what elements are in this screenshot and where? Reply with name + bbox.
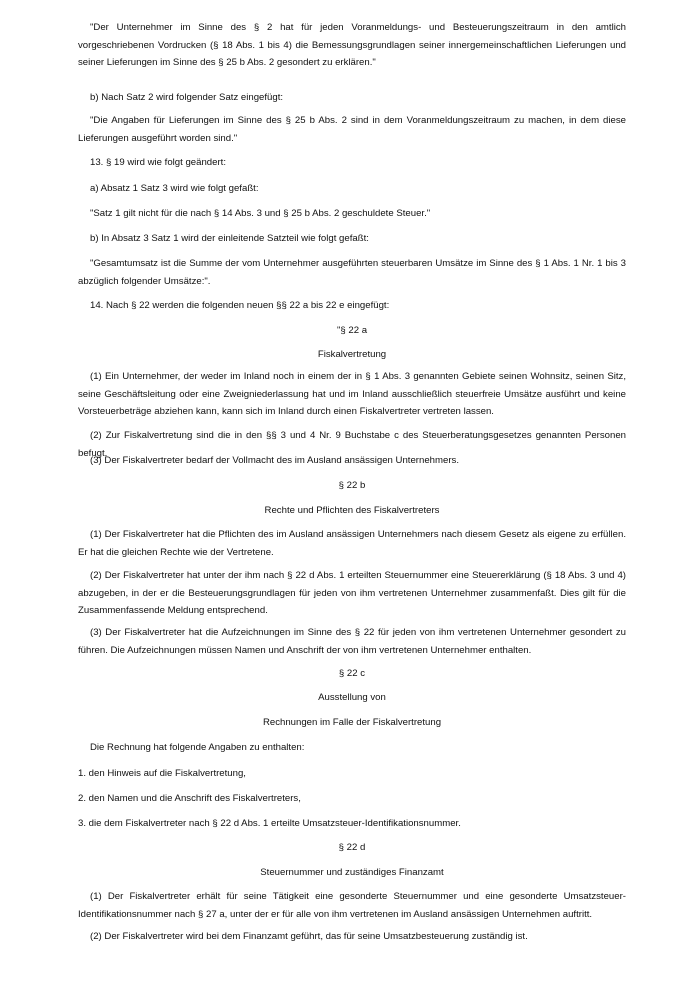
section-title-rechnungen: Rechnungen im Falle der Fiskalvertretung xyxy=(262,717,442,728)
section-heading-22c: § 22 c xyxy=(338,668,366,679)
paragraph-22a-2: (2) Zur Fiskalvertretung sind die in den §§ 3 und 4 Nr. 9 Buchstabe c des Steuerberatungsgesetzes genannten Personen befugt. xyxy=(78,430,626,459)
paragraph-quote-satz1: "Satz 1 gilt nicht für die nach § 14 Abs. 3 und § 25 b Abs. 2 geschuldete Steuer." xyxy=(90,208,431,219)
paragraph-quote-angaben: "Die Angaben für Lieferungen im Sinne des § 25 b Abs. 2 sind in dem Voranmeldungszeitraum zu machen, in dem diese Lieferungen ausgeführt worden sind." xyxy=(78,115,626,144)
paragraph-item-b2: b) In Absatz 3 Satz 1 wird der einleitende Satzteil wie folgt gefaßt: xyxy=(90,233,369,244)
section-heading-22b: § 22 b xyxy=(338,480,366,491)
list-item-2: 2. den Namen und die Anschrift des Fiskalvertreters, xyxy=(78,793,301,804)
paragraph-item-13: 13. § 19 wird wie folgt geändert: xyxy=(90,157,226,168)
paragraph-22c-intro: Die Rechnung hat folgende Angaben zu enthalten: xyxy=(90,742,305,753)
section-title-steuernummer: Steuernummer und zuständiges Finanzamt xyxy=(260,867,444,878)
section-title-fiskalvertretung: Fiskalvertretung xyxy=(317,349,387,360)
section-heading-22d: § 22 d xyxy=(338,842,366,853)
section-heading-22a: "§ 22 a xyxy=(336,325,368,336)
paragraph-22a-1: (1) Ein Unternehmer, der weder im Inland noch in einem der in § 1 Abs. 3 genannten Gebiete seinen Wohnsitz, seinen Sitz, seine Geschäftsleitung oder eine Zweigniederlassung hat und im Inland ausschließlich steuerfreie Umsätze ausführt und keine Vorsteuerbeträge abziehen kann, kann sich im Inland durch einen Fiskalvertreter vertreten lassen. xyxy=(78,371,626,417)
paragraph-22d-2: (2) Der Fiskalvertreter wird bei dem Finanzamt geführt, das für seine Umsatzbesteuerung zuständig ist. xyxy=(90,931,528,942)
paragraph-quote-gesamtumsatz: "Gesamtumsatz ist die Summe der vom Unternehmer ausgeführten steuerbaren Umsätze im Sinne des § 1 Abs. 1 Nr. 1 bis 3 abzüglich folgender Umsätze:". xyxy=(78,258,626,287)
list-item-3: 3. die dem Fiskalvertreter nach § 22 d Abs. 1 erteilte Umsatzsteuer-Identifikationsnummer. xyxy=(78,818,461,829)
paragraph-item-b: b) Nach Satz 2 wird folgender Satz eingefügt: xyxy=(90,92,284,103)
paragraph-item-14: 14. Nach § 22 werden die folgenden neuen §§ 22 a bis 22 e eingefügt: xyxy=(90,300,390,311)
section-title-ausstellung: Ausstellung von xyxy=(318,692,386,703)
list-item-1: 1. den Hinweis auf die Fiskalvertretung, xyxy=(78,768,246,779)
section-title-rechte-pflichten: Rechte und Pflichten des Fiskalvertreters xyxy=(264,505,440,516)
paragraph-quote-erklaerung: "Der Unternehmer im Sinne des § 2 hat für jeden Voranmeldungs- und Besteuerungszeitraum in den amtlich vorgeschriebenen Vordrucken (§ 18 Abs. 1 bis 4) die Bemessungsgrundlagen seiner innergemeinschaftlichen Lieferungen und seiner Lieferungen im Sinne des § 25 b Abs. 2 gesondert zu erklären." xyxy=(78,22,626,68)
paragraph-22d-1: (1) Der Fiskalvertreter erhält für seine Tätigkeit eine gesonderte Steuernummer und eine gesonderte Umsatzsteuer-Identifikationsnummer nach § 27 a, unter der er für alle von ihm vertretenen im Ausland ansässigen Unternehmen auftritt. xyxy=(78,891,626,920)
paragraph-22b-2: (2) Der Fiskalvertreter hat unter der ihm nach § 22 d Abs. 1 erteilten Steuernummer eine Steuererklärung (§ 18 Abs. 3 und 4) abzugeben, in der er die Besteuerungsgrundlagen für jeden von ihm vertretenen Unternehmer zusammenfaßt. Dies gilt für die Zusammenfassende Meldung entsprechend. xyxy=(78,570,626,616)
paragraph-item-a: a) Absatz 1 Satz 3 wird wie folgt gefaßt: xyxy=(90,183,259,194)
paragraph-22a-3: (3) Der Fiskalvertreter bedarf der Vollmacht des im Ausland ansässigen Unternehmers. xyxy=(90,455,459,466)
paragraph-22b-1: (1) Der Fiskalvertreter hat die Pflichten des im Ausland ansässigen Unternehmers nach diesem Gesetz als eigene zu erfüllen. Er hat die gleichen Rechte wie der Vertretene. xyxy=(78,529,626,558)
paragraph-22b-3: (3) Der Fiskalvertreter hat die Aufzeichnungen im Sinne des § 22 für jeden von ihm vertretenen Unternehmer gesondert zu führen. Die Aufzeichnungen müssen Namen und Anschrift der von ihm vertretenen Unternehmer enthalten. xyxy=(78,627,626,656)
